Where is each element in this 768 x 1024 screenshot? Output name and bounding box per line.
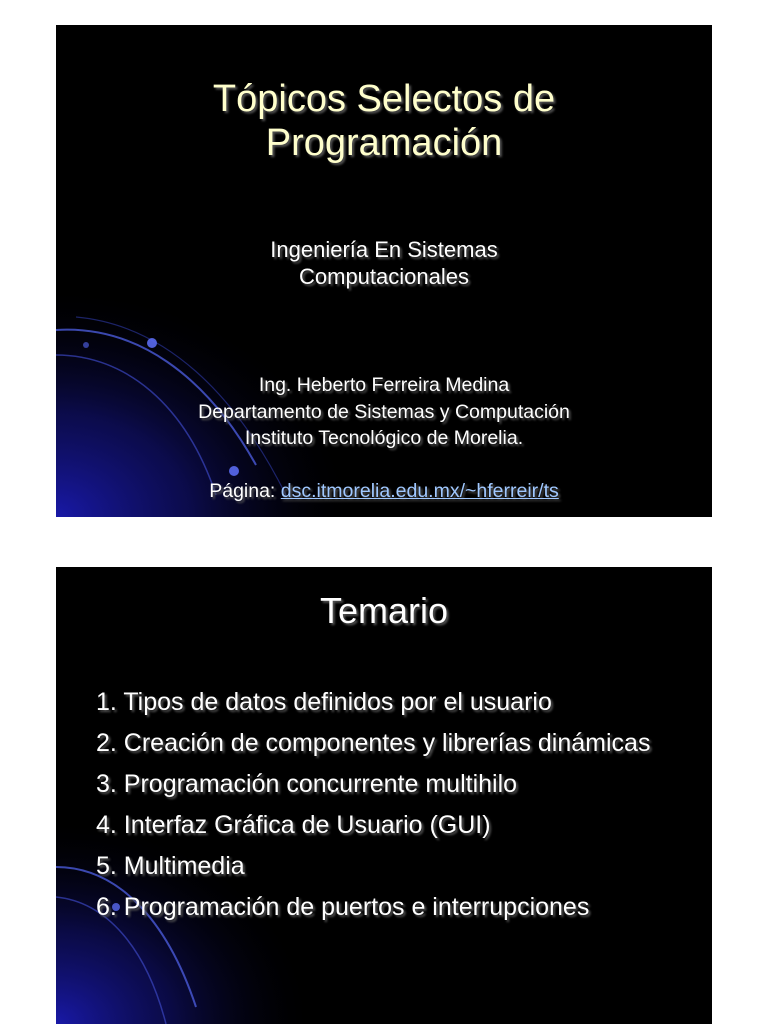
title-line-1: Tópicos Selectos de — [212, 78, 556, 120]
page-link[interactable]: dsc.itmorelia.edu.mx/~hferreir/ts — [280, 480, 559, 502]
title-line-2: Programación — [265, 122, 503, 164]
presentation-subtitle — [56, 236, 712, 290]
topic-item: 5. Multimedia — [96, 852, 245, 880]
topic-list — [96, 685, 696, 931]
topic-item: 4. Interfaz Gráfica de Usuario (GUI) — [96, 811, 491, 839]
slide-1 — [56, 25, 712, 517]
author-block — [56, 372, 712, 452]
author-name: Ing. Heberto Ferreira Medina — [258, 374, 510, 396]
topic-item: 3. Programación concurrente multihilo — [96, 770, 518, 798]
topic-item: 1. Tipos de datos definidos por el usuario — [96, 688, 552, 716]
author-institution: Instituto Tecnológico de Morelia. — [244, 427, 524, 449]
author-department: Departamento de Sistemas y Computación — [198, 400, 570, 423]
temario-title: Temario — [319, 590, 449, 631]
subtitle-line-2: Computacionales — [299, 264, 469, 289]
topic-item: 6. Programación de puertos e interrupciones — [96, 893, 590, 921]
presentation-title — [56, 77, 712, 165]
topic-item: 2. Creación de componentes y librerías dinámicas — [96, 729, 651, 757]
page-label: Página: — [209, 480, 281, 502]
page-line — [56, 478, 712, 504]
slide-2 — [56, 567, 712, 1024]
subtitle-line-1: Ingeniería En Sistemas — [270, 237, 498, 262]
